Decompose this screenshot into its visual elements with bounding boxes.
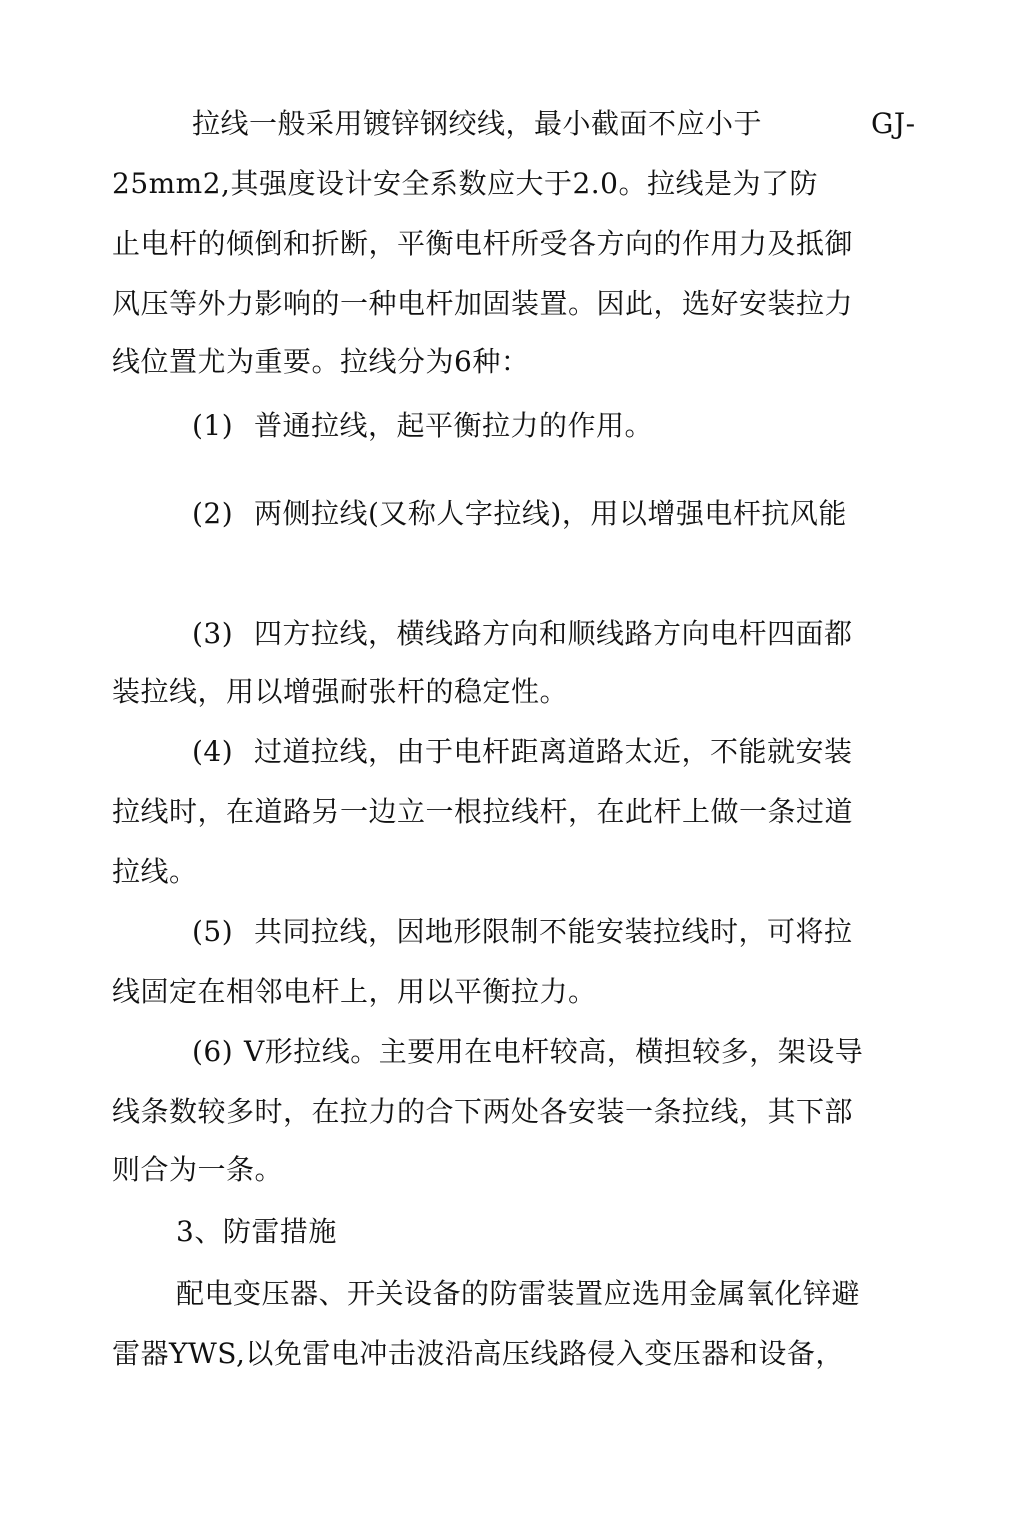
list-item-number: (1) [192, 409, 234, 442]
paragraph-line: 线位置尤为重要。拉线分为6种： [112, 345, 530, 378]
list-item-continuation: 装拉线，用以增强耐张杆的稳定性。 [112, 675, 569, 708]
paragraph-line: 拉线一般采用镀锌钢绞线，最小截面不应小于 [192, 107, 763, 140]
paragraph-line-fragment: GJ- [871, 107, 916, 140]
list-item-number: (2) [192, 497, 234, 530]
list-item-number: (6) [192, 1035, 234, 1068]
list-item-number: (5) [192, 915, 234, 948]
paragraph-line: 配电变压器、开关设备的防雷装置应选用金属氧化锌避 [176, 1277, 861, 1310]
list-item-text: 四方拉线，横线路方向和顺线路方向电杆四面都 [254, 617, 853, 650]
paragraph-line: 风压等外力影响的一种电杆加固装置。因此，选好安装拉力 [112, 287, 854, 320]
list-item-number: (3) [192, 617, 234, 650]
list-item-text: 普通拉线，起平衡拉力的作用。 [254, 409, 654, 442]
list-item-continuation: 拉线时，在道路另一边立一根拉线杆，在此杆上做一条过道 [112, 795, 854, 828]
list-item-continuation: 拉线。 [112, 855, 198, 888]
paragraph-line: 25mm2,其强度设计安全系数应大于2.0。拉线是为了防 [112, 167, 818, 200]
list-item-continuation: 则合为一条。 [112, 1153, 284, 1186]
list-item-continuation: 线固定在相邻电杆上，用以平衡拉力。 [112, 975, 597, 1008]
list-item-text: 两侧拉线(又称人字拉线)，用以增强电杆抗风能 [254, 497, 847, 530]
list-item-text: 共同拉线，因地形限制不能安装拉线时，可将拉 [254, 915, 853, 948]
list-item-number: (4) [192, 735, 234, 768]
list-item-text: 过道拉线，由于电杆距离道路太近，不能就安装 [254, 735, 853, 768]
section-heading: 3、防雷措施 [176, 1215, 337, 1248]
list-item-continuation: 线条数较多时，在拉力的合下两处各安装一条拉线，其下部 [112, 1095, 854, 1128]
paragraph-line: 雷器YWS,以免雷电冲击波沿高压线路侵入变压器和设备， [112, 1337, 844, 1370]
paragraph-line: 止电杆的倾倒和折断，平衡电杆所受各方向的作用力及抵御 [112, 227, 854, 260]
list-item-text: V形拉线。主要用在电杆较高，横担较多，架设导 [244, 1035, 864, 1068]
